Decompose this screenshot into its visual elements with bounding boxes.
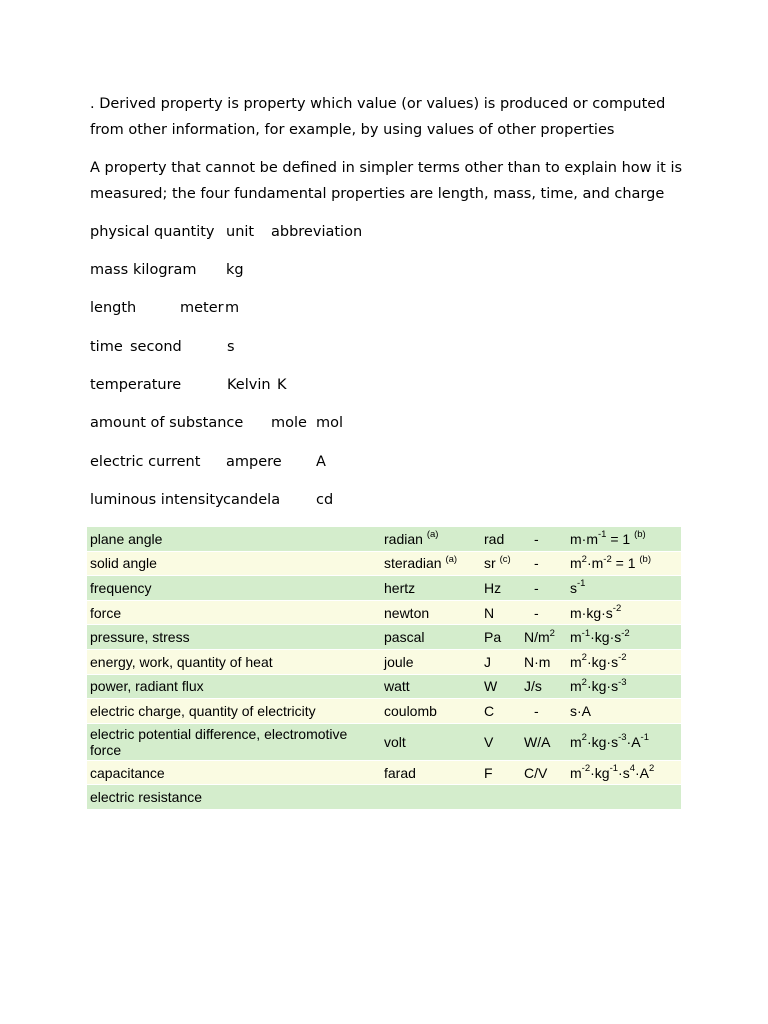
derived-unit-base-si-cell: $s^{-1}$: [567, 576, 681, 601]
fundamental-property-paragraph: [90, 155, 690, 207]
derived-unit-symbol-cell: Hz: [481, 576, 521, 601]
derived-unit-base-si-cell: [567, 785, 681, 810]
derived-unit-name-cell: watt: [381, 674, 481, 699]
derived-quantity-cell: solid angle: [87, 551, 381, 576]
base-unit-abbr: cd: [316, 492, 334, 508]
derived-quantity-cell: electric resistance: [87, 785, 381, 810]
base-unit-abbr: s: [227, 339, 235, 355]
derived-unit-base-si-cell: $m^2\cdot kg\cdot s^{-3}\cdot A^{-1}$: [567, 723, 681, 760]
base-unit-name: second: [130, 339, 182, 355]
derived-unit-other-si-cell: W/A: [521, 723, 567, 760]
paragraph-line: from other information, for example, by using values of other properties: [90, 122, 615, 138]
derived-property-paragraph: [90, 91, 690, 143]
header-quantity: physical quantity: [90, 224, 215, 240]
derived-unit-other-si-cell: $N/m^2$: [521, 625, 567, 650]
footnote-marker: (c): [499, 553, 511, 565]
base-unit-abbr: kg: [226, 262, 244, 278]
header-unit: unit: [226, 224, 255, 240]
derived-unit-base-si-cell: $m^2\cdot kg\cdot s^{-2}$: [567, 649, 681, 674]
derived-unit-base-si-cell: $m^2\cdot m^{-2} = 1$ $^{(b)}$: [567, 551, 681, 576]
derived-quantity-cell: energy, work, quantity of heat: [87, 649, 381, 674]
base-unit-abbr: m: [225, 300, 240, 316]
derived-unit-row: [87, 674, 681, 699]
derived-unit-other-si-cell: -: [521, 551, 567, 576]
derived-unit-row: [87, 600, 681, 625]
derived-quantity-cell: power, radiant flux: [87, 674, 381, 699]
base-unit-abbr: A: [316, 454, 326, 470]
derived-unit-row: [87, 649, 681, 674]
derived-units-table-body: [87, 527, 681, 809]
derived-unit-symbol-cell: N: [481, 600, 521, 625]
header-abbreviation: abbreviation: [271, 224, 363, 240]
derived-unit-name-cell: [381, 785, 481, 810]
derived-unit-other-si-cell: -: [521, 527, 567, 551]
derived-unit-name-cell: farad: [381, 760, 481, 785]
derived-unit-base-si-cell: $m^2\cdot kg\cdot s^{-3}$: [567, 674, 681, 699]
derived-unit-row: [87, 551, 681, 576]
derived-unit-symbol-cell: C: [481, 699, 521, 724]
base-unit-quantity: length: [90, 300, 137, 316]
base-unit-quantity: time: [90, 339, 123, 355]
base-unit-quantity: electric current: [90, 454, 201, 470]
derived-unit-other-si-cell: -: [521, 576, 567, 601]
derived-quantity-cell: plane angle: [87, 527, 381, 551]
paragraph-line: A property that cannot be defined in simpler terms other than to explain how it is: [90, 160, 683, 176]
derived-unit-symbol-cell: Pa: [481, 625, 521, 650]
base-unit-name: kilogram: [133, 262, 197, 278]
derived-unit-symbol-cell: F: [481, 760, 521, 785]
paragraph-line: measured; the four fundamental properties are length, mass, time, and charge: [90, 186, 665, 202]
base-unit-name: Kelvin: [227, 377, 271, 393]
derived-quantity-cell: force: [87, 600, 381, 625]
derived-unit-row: [87, 699, 681, 724]
base-unit-name: meter: [180, 300, 224, 316]
derived-quantity-cell: electric potential difference, electromotive force: [87, 723, 381, 760]
derived-unit-name-cell: coulomb: [381, 699, 481, 724]
derived-unit-name-cell: volt: [381, 723, 481, 760]
derived-unit-name-cell: steradian $^{(a)}$: [381, 551, 481, 576]
derived-unit-base-si-cell: s·A: [567, 699, 681, 724]
derived-unit-symbol-cell: rad: [481, 527, 521, 551]
base-unit-quantity: mass: [90, 262, 129, 278]
derived-unit-other-si-cell: [521, 785, 567, 810]
derived-unit-base-si-cell: $m^{-2}\cdot kg^{-1}\cdot s^4\cdot A^2$: [567, 760, 681, 785]
base-unit-name: mole: [271, 415, 307, 431]
derived-unit-other-si-cell: N·m: [521, 649, 567, 674]
footnote-marker: (a): [445, 553, 458, 565]
derived-unit-row: [87, 785, 681, 810]
derived-unit-base-si-cell: $m\cdot m^{-1} = 1$ $^{(b)}$: [567, 527, 681, 551]
derived-units-table: [87, 527, 681, 810]
derived-unit-symbol-cell: V: [481, 723, 521, 760]
derived-unit-row: [87, 625, 681, 650]
derived-unit-row: [87, 527, 681, 551]
derived-unit-base-si-cell: $m^{-1}\cdot kg\cdot s^{-2}$: [567, 625, 681, 650]
base-unit-name: candela: [223, 492, 281, 508]
derived-unit-symbol-cell: [481, 785, 521, 810]
base-unit-name: ampere: [226, 454, 282, 470]
derived-quantity-cell: frequency: [87, 576, 381, 601]
derived-unit-name-cell: hertz: [381, 576, 481, 601]
derived-unit-symbol-cell: J: [481, 649, 521, 674]
derived-unit-other-si-cell: -: [521, 699, 567, 724]
derived-quantity-cell: electric charge, quantity of electricity: [87, 699, 381, 724]
derived-unit-other-si-cell: J/s: [521, 674, 567, 699]
derived-quantity-cell: capacitance: [87, 760, 381, 785]
derived-unit-symbol-cell: sr $^{(c)}$: [481, 551, 521, 576]
derived-unit-base-si-cell: $m\cdot kg\cdot s^{-2}$: [567, 600, 681, 625]
footnote-marker: (a): [426, 529, 439, 541]
paragraph-line: . Derived property is property which value (or values) is produced or computed: [90, 96, 666, 112]
derived-unit-other-si-cell: C/V: [521, 760, 567, 785]
derived-unit-name-cell: pascal: [381, 625, 481, 650]
base-unit-quantity: luminous intensity: [90, 492, 224, 508]
derived-unit-row: [87, 723, 681, 760]
derived-unit-name-cell: radian $^{(a)}$: [381, 527, 481, 551]
derived-unit-other-si-cell: -: [521, 600, 567, 625]
base-unit-quantity: amount of substance: [90, 415, 244, 431]
derived-quantity-cell: pressure, stress: [87, 625, 381, 650]
derived-unit-name-cell: newton: [381, 600, 481, 625]
derived-unit-symbol-cell: W: [481, 674, 521, 699]
derived-unit-name-cell: joule: [381, 649, 481, 674]
derived-unit-row: [87, 576, 681, 601]
base-unit-quantity: temperature: [90, 377, 182, 393]
derived-unit-row: [87, 760, 681, 785]
base-unit-abbr: K: [277, 377, 287, 393]
base-unit-abbr: mol: [316, 415, 344, 431]
